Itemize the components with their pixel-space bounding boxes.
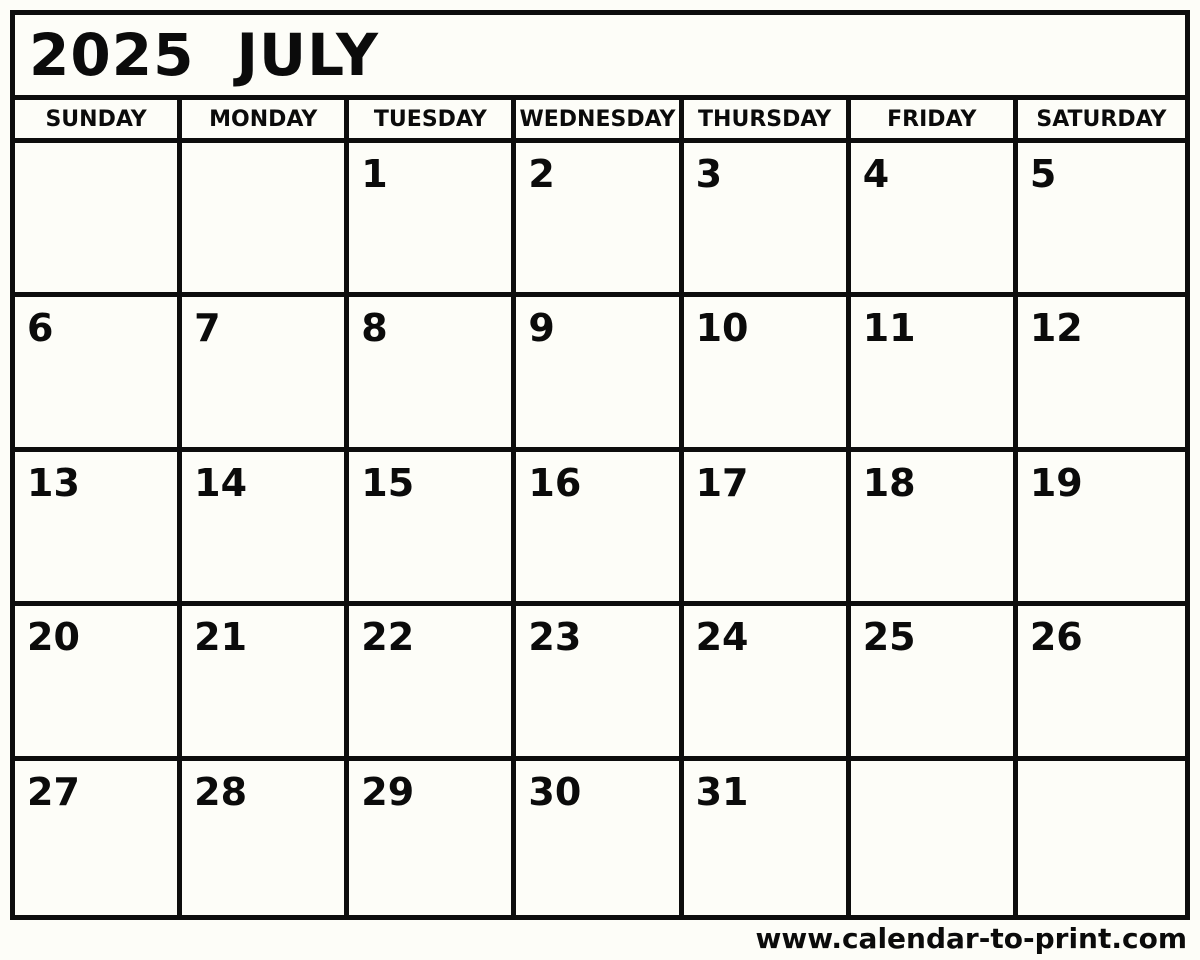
day-cell <box>182 143 349 292</box>
week-row-5 <box>15 761 1185 915</box>
weekday-header-wednesday: WEDNESDAY <box>516 100 683 138</box>
day-cell <box>851 761 1018 915</box>
website-url: www.calendar-to-print.com <box>755 922 1187 955</box>
weekday-header-row <box>15 100 1185 143</box>
day-cell: 16 <box>516 452 683 601</box>
weekday-header-friday: FRIDAY <box>851 100 1018 138</box>
day-cell: 26 <box>1029 615 1083 660</box>
day-cell: 13 <box>15 452 182 601</box>
day-cell <box>1018 761 1185 915</box>
calendar-grid <box>10 10 1190 920</box>
day-cell: 4 <box>851 143 1018 292</box>
day-cell: 10 <box>684 297 851 446</box>
day-cell: 22 <box>349 606 516 755</box>
week-row-1 <box>15 143 1185 297</box>
day-cell: 9 <box>516 297 683 446</box>
day-cell: 30 <box>516 761 683 915</box>
day-cell: 28 <box>182 761 349 915</box>
day-cell: 15 <box>349 452 516 601</box>
day-cell: 23 <box>516 606 683 755</box>
day-cell: 25 <box>851 606 1018 755</box>
day-cell: 17 <box>684 452 851 601</box>
day-cell: 27 <box>15 761 182 915</box>
day-cell: 3 <box>684 143 851 292</box>
day-cell: 7 <box>182 297 349 446</box>
day-cell: 6 <box>15 297 182 446</box>
day-cell: 5 <box>1029 152 1057 196</box>
day-cell: 18 <box>851 452 1018 601</box>
week-row-3 <box>15 452 1185 606</box>
day-cell: 20 <box>15 606 182 755</box>
day-cell: 21 <box>182 606 349 755</box>
day-cell: 11 <box>851 297 1018 446</box>
day-cell: 24 <box>684 606 851 755</box>
day-cell: 19 <box>1029 460 1083 505</box>
title-year: 2025 <box>29 21 195 89</box>
week-row-4 <box>15 606 1185 760</box>
day-cell: 14 <box>182 452 349 601</box>
day-cell: 2 <box>516 143 683 292</box>
day-cell: 31 <box>684 761 851 915</box>
calendar-title <box>15 15 1185 100</box>
weekday-header-sunday: SUNDAY <box>15 100 182 138</box>
title-month: JULY <box>236 21 380 89</box>
day-cell: 8 <box>349 297 516 446</box>
day-cell <box>15 143 182 292</box>
day-cell: 1 <box>349 143 516 292</box>
weekday-header-saturday: SATURDAY <box>1036 106 1167 132</box>
day-cell: 12 <box>1029 306 1083 351</box>
weeks-grid <box>15 143 1185 915</box>
day-cell: 29 <box>349 761 516 915</box>
weekday-header-monday: MONDAY <box>182 100 349 138</box>
weekday-header-thursday: THURSDAY <box>684 100 851 138</box>
weekday-header-tuesday: TUESDAY <box>349 100 516 138</box>
week-row-2 <box>15 297 1185 451</box>
